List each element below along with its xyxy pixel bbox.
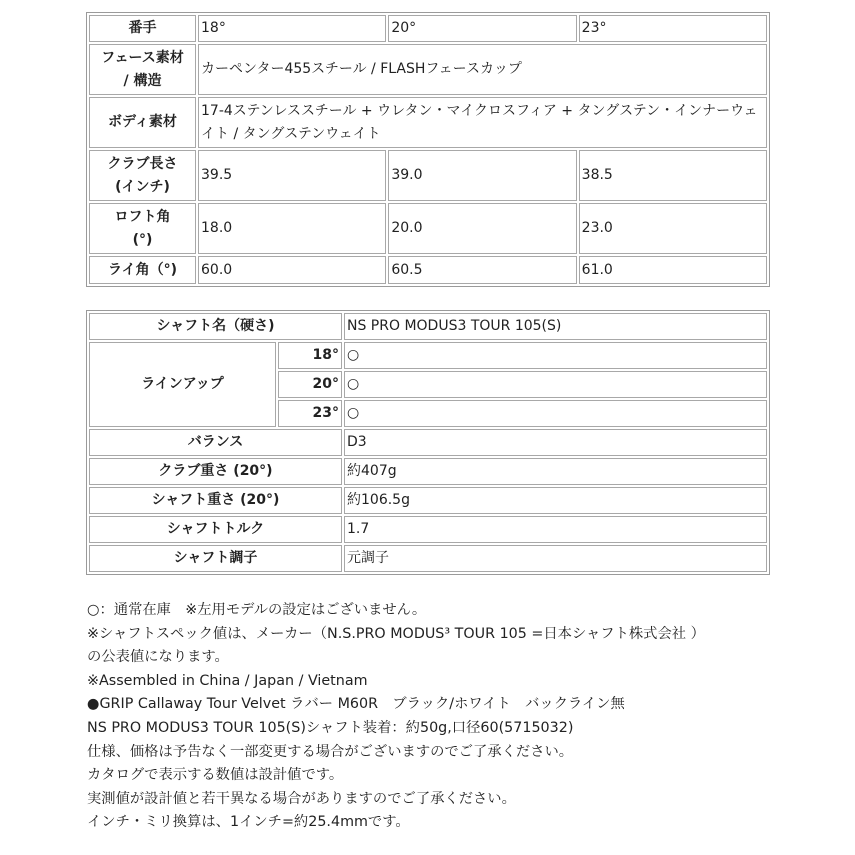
row-label	[89, 150, 196, 201]
notes	[87, 599, 705, 835]
row-label: シャフト重さ (20°)	[89, 487, 342, 514]
label-line: フェース素材	[101, 49, 184, 66]
lineup-loft: 23°	[278, 400, 342, 427]
table-row	[89, 313, 767, 340]
note-line: の公表値になります。	[87, 649, 229, 666]
table-row	[89, 150, 767, 201]
label-line: ロフト角	[114, 208, 171, 225]
lineup-loft: 18°	[278, 342, 342, 369]
row-label	[89, 203, 196, 254]
club-spec-table	[86, 12, 770, 287]
cell: 18°	[198, 15, 386, 42]
label-line: クラブ長さ	[107, 155, 178, 172]
cell: 元調子	[344, 545, 767, 572]
row-label: シャフトトルク	[89, 516, 342, 543]
row-label: クラブ重さ (20°)	[89, 458, 342, 485]
table-row	[89, 545, 767, 572]
cell: ○	[344, 342, 767, 369]
cell: 61.0	[579, 256, 767, 284]
note-line: ○：通常在庫 ※左用モデルの設定はございません。	[87, 602, 427, 618]
note-line: ※Assembled in China / Japan / Vietnam	[87, 672, 368, 689]
cell: 約407g	[344, 458, 767, 485]
cell: 23°	[579, 15, 767, 42]
note-line: ●GRIP Callaway Tour Velvet ラバー M60R ブラック/ホワイト バックライン無	[87, 696, 625, 713]
cell: 39.0	[388, 150, 576, 201]
label-line: / 構造	[123, 72, 162, 89]
row-label: ボディ素材	[89, 97, 196, 148]
table-row	[89, 429, 767, 456]
row-label: シャフト調子	[89, 545, 342, 572]
table-row	[89, 44, 767, 95]
row-label: ラインアップ	[89, 342, 276, 427]
cell: 39.5	[198, 150, 386, 201]
cell: 20.0	[388, 203, 576, 254]
table-row	[89, 203, 767, 254]
cell: ○	[344, 371, 767, 398]
table-row	[89, 458, 767, 485]
table-row	[89, 256, 767, 284]
cell: 約106.5g	[344, 487, 767, 514]
cell: NS PRO MODUS3 TOUR 105(S)	[344, 313, 767, 340]
row-label: バランス	[89, 429, 342, 456]
row-label: シャフト名（硬さ)	[89, 313, 342, 340]
cell: 60.0	[198, 256, 386, 284]
cell: 17-4ステンレススチール + ウレタン・マイクロスフィア + タングステン・インナーウェイト / タングステンウェイト	[198, 97, 767, 148]
cell: D3	[344, 429, 767, 456]
note-line: NS PRO MODUS3 TOUR 105(S)シャフト装着：約50g,口径60(5715032)	[87, 719, 574, 736]
row-label: 番手	[89, 15, 196, 42]
note-line: カタログで表示する数値は設計値です。	[87, 767, 344, 784]
table-row	[89, 97, 767, 148]
row-label	[89, 44, 196, 95]
lineup-loft: 20°	[278, 371, 342, 398]
table-row	[89, 342, 767, 369]
cell: 38.5	[579, 150, 767, 201]
label-line: (インチ)	[115, 178, 170, 195]
cell: 20°	[388, 15, 576, 42]
note-line: ※シャフトスペック値は、メーカー（N.S.PRO MODUS³ TOUR 105 =日本シャフト株式会社 ）	[87, 625, 705, 642]
note-line: 実測値が設計値と若干異なる場合がありますのでご了承ください。	[87, 790, 516, 807]
note-line: インチ・ミリ換算は、1インチ=約25.4mmです。	[87, 814, 410, 831]
table-row	[89, 487, 767, 514]
cell: 1.7	[344, 516, 767, 543]
label-line: (°)	[132, 231, 153, 248]
cell: ○	[344, 400, 767, 427]
cell: 60.5	[388, 256, 576, 284]
shaft-spec-table	[86, 310, 770, 575]
row-label: ライ角（°)	[89, 256, 196, 284]
table-row	[89, 516, 767, 543]
cell: カーペンター455スチール / FLASHフェースカップ	[198, 44, 767, 95]
cell: 18.0	[198, 203, 386, 254]
cell: 23.0	[579, 203, 767, 254]
note-line: 仕様、価格は予告なく一部変更する場合がございますのでご了承ください。	[87, 743, 574, 760]
table-row	[89, 15, 767, 42]
